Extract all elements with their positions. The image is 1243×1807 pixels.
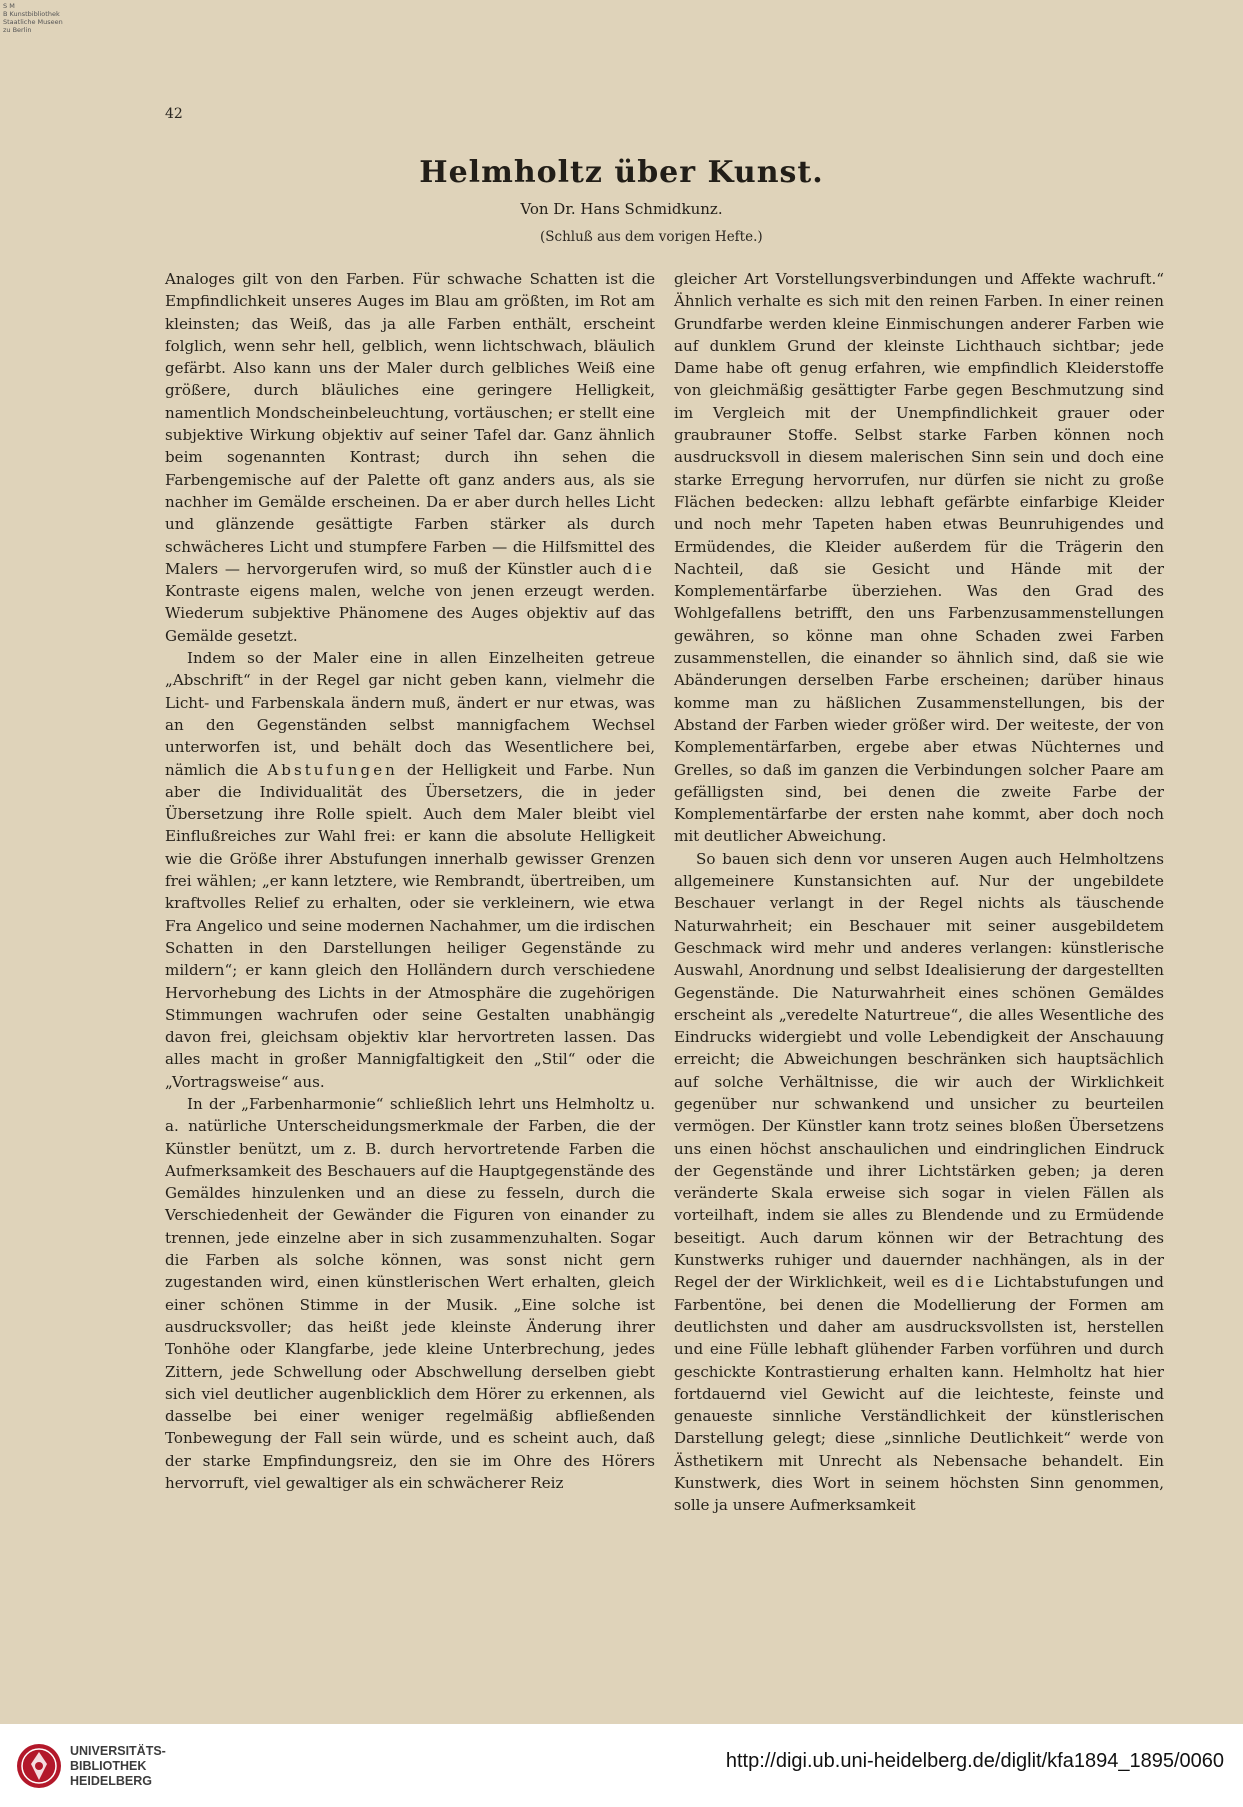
- paragraph: [674, 848, 1164, 1517]
- library-logo-text: [70, 1744, 166, 1789]
- spaced-emphasis: die: [622, 559, 655, 578]
- logo-line: UNIVERSITÄTS-: [70, 1744, 166, 1758]
- paragraph: [165, 647, 655, 1093]
- paragraph: In der „Farbenharmonie“ schließlich lehrt uns Helmholtz u. a. natürliche Unterscheidungsmerkmale der Farben, die der Künstler benützt, um z. B. durch hervortretende Farben die Aufmerksamkeit des Beschauers auf die Hauptgegenstände des Gemäldes hinzulenken und an diese zu fesseln, durch die Verschiedenheit der Gewänder die Figuren von einander zu trennen, jede einzelne aber in sich zusammenzuhalten. Sogar die Farben als solche können, was sonst nicht gern zugestanden wird, einen künstlerischen Wert erhalten, gleich einer schönen Stimme in der Musik. „Eine solche ist ausdrucksvoller; das heißt jede kleinste Änderung ihrer Tonhöhe oder Klangfarbe, jede kleine Unterbrechung, jedes Zittern, jede Schwellung oder Abschwellung derselben giebt sich viel deutlicher augenblicklich dem Hörer zu erkennen, als dasselbe bei einer weniger regelmäßig abfließenden Tonbewegung der Fall sein würde, und es scheint auch, daß der starke Empfindungsreiz, den sie im Ohre des Hörers hervorruft, viel gewaltiger als ein schwächerer Reiz: [165, 1094, 655, 1493]
- footer-bar: [0, 1724, 1243, 1807]
- article-byline: Von Dr. Hans Schmidkunz.: [520, 200, 723, 218]
- university-seal-icon: [15, 1742, 63, 1790]
- source-url-link[interactable]: http://digi.ub.uni-heidelberg.de/diglit/kfa1894_1895/0060: [725, 1750, 1224, 1772]
- stamp-line: zu Berlin: [3, 26, 32, 34]
- paragraph: [165, 268, 655, 647]
- spaced-emphasis: Abstufungen: [267, 760, 398, 779]
- library-stamp: [3, 2, 73, 34]
- continuation-note: (Schluß aus dem vorigen Hefte.): [540, 229, 763, 245]
- spaced-emphasis: die: [954, 1273, 988, 1292]
- right-column: [674, 268, 1164, 1517]
- left-column: [165, 268, 655, 1494]
- text-run: der Helligkeit und Farbe. Nun aber die Individualität des Übersetzers, die in jeder Übersetzung ihre Rolle spielt. Auch dem Maler bleibt viel Einflußreiches zur Wahl frei: er kann die absolute Helligkeit wie die Größe ihrer Abstufungen innerhalb gewisser Grenzen frei wählen; „er kann letztere, wie Rembrandt, übertreiben, um kraftvolles Relief zu erhalten, oder sie verkleinern, wie etwa Fra Angelico und seine modernen Nachahmer, um die irdischen Schatten in den Darstellungen heiliger Gegenstände zu mildern“; er kann gleich den Holländern durch verschiedene Hervorhebung des Lichts in der Atmosphäre die zugehörigen Stimmungen wachrufen oder seine Gestalten unabhängig davon frei, gleichsam objektiv klar hervortreten lassen. Das alles macht in großer Mannigfaltigkeit den „Stil“ oder die „Vortragsweise“ aus.: [165, 760, 655, 1091]
- paragraph: gleicher Art Vorstellungsverbindungen und Affekte wachruft.“ Ähnlich verhalte es sich mit den reinen Farben. In einer reinen Grundfarbe werden kleine Einmischungen anderer Farben wie auf dunklem Grund der kleinste Lichthauch sichtbar; jede Dame habe oft genug erfahren, wie empfindlich Kleiderstoffe von gleichmäßig gesättigter Farbe gegen Beschmutzung sind im Vergleich mit der Unempfindlichkeit grauer oder graubrauner Stoffe. Selbst starke Farben können noch ausdrucksvoll in diesem malerischen Sinn sein und doch eine starke Erregung hervorrufen, nur dürfen sie nicht zu große Flächen bedecken: allzu lebhaft gefärbte einfarbige Kleider und noch mehr Tapeten haben etwas Beunruhigendes und Ermüdendes, die Kleider außerdem für die Trägerin den Nachteil, daß sie Gesicht und Hände mit der Komplementärfarbe überziehen. Was den Grad des Wohlgefallens betrifft, den uns Farbenzusammenstellungen gewähren, so könne man ohne Schaden zwei Farben zusammenstellen, die einander so ähnlich sind, daß sie wie Abänderungen derselben Farbe erscheinen; darüber hinaus komme man zu häßlichen Zusammenstellungen, bis der Abstand der Farben wieder größer wird. Der weiteste, der von Komplementärfarben, ergebe aber etwas Nüchternes und Grelles, so daß im ganzen die Verbindungen solcher Paare am gefälligsten sind, bei denen die zweite Farbe der Komplementärfarbe der ersten nahe kommt, aber doch noch mit deutlicher Abweichung.: [674, 270, 1164, 846]
- logo-line: BIBLIOTHEK: [70, 1759, 147, 1773]
- page-number: 42: [165, 106, 183, 122]
- text-run: Analoges gilt von den Farben. Für schwache Schatten ist die Empfindlichkeit unseres Auges im Blau am größten, im Rot am kleinsten; das Weiß, das ja alle Farben enthält, erscheint folglich, wenn sehr hell, gelblich, wenn lichtschwach, bläulich gefärbt. Also kann uns der Maler durch gelbliches Weiß eine größere, durch bläuliches eine geringere Helligkeit, namentlich Mondscheinbeleuchtung, vortäuschen; er stellt eine subjektive Wirkung objektiv auf seiner Tafel dar. Ganz ähnlich beim sogenannten Kontrast; durch ihn sehen die Farbengemische auf der Palette oft ganz anders aus, als sie nachher im Gemälde erscheinen. Da er aber durch helles Licht und glänzende gesättigte Farben stärker als durch schwächeres Licht und stumpfere Farben — die Hilfsmittel des Malers — hervorgerufen wird, so muß der Künstler auch: [165, 270, 655, 578]
- logo-line: HEIDELBERG: [70, 1774, 152, 1788]
- article-title: Helmholtz über Kunst.: [419, 155, 824, 190]
- stamp-line: S M: [3, 2, 15, 10]
- text-run: Lichtabstufungen und Farbentöne, bei denen die Modellierung der Formen am deutlichsten und daher am ausdrucksvollsten ist, herstellen und eine Fülle lebhaft glühender Farben vorführen und durch geschickte Kontrastierung erhalten kann. Helmholtz hat hier fortdauernd viel Gewicht auf die leichteste, feinste und genaueste sinnliche Verständlichkeit der künstlerischen Darstellung gelegt; diese „sinnliche Deutlichkeit“ werde von Ästhetikern mit Unrecht als Nebensache behandelt. Ein Kunstwerk, dies Wort in seinem höchsten Sinn genommen, solle ja unsere Aufmerksamkeit: [674, 1273, 1164, 1515]
- text-run: Kontraste eigens malen, welche von jenen erzeugt werden. Wiederum subjektive Phänomene des Auges objektiv auf das Gemälde gesetzt.: [165, 582, 655, 645]
- text-run: Indem so der Maler eine in allen Einzelheiten getreue „Abschrift“ in der Regel gar nicht geben kann, vielmehr die Licht- und Farbenskala ändern muß, ändert er nur etwas, was an den Gegenständen selbst mannigfachem Wechsel unterworfen ist, und behält doch das Wesentlichere bei, nämlich die: [165, 649, 655, 779]
- stamp-line: Staatliche Museen: [3, 18, 63, 26]
- text-run: So bauen sich denn vor unseren Augen auch Helmholtzens allgemeinere Kunstansichten auf. Nur der ungebildete Beschauer verlangt in der Regel nichts als täuschende Naturwahrheit; ein Beschauer mit seiner ausgebildetem Geschmack wird mehr und anderes verlangen: künstlerische Auswahl, Anordnung und selbst Idealisierung der dargestellten Gegenstände. Die Naturwahrheit eines schönen Gemäldes erscheint als „veredelte Naturtreue“, die alles Wesentliche des Eindrucks widergiebt und volle Lebendigkeit der Anschauung erreicht; die Abweichungen beschränken sich hauptsächlich auf solche Verhältnisse, die wir auch der Wirklichkeit gegenüber nur schwankend und unsicher zu beurteilen vermögen. Der Künstler kann trotz seines bloßen Übersetzens uns einen höchst anschaulichen und eindringlichen Eindruck der Gegenstände und ihrer Lichtstärken geben; ja deren veränderte Skala erweise sich sogar in vielen Fällen als vorteilhaft, indem sie alles zu Blendende und zu Ermüdende beseitigt. Auch darum können wir der Betrachtung des Kunstwerks ruhiger und dauernder nachhängen, als in der Regel der der Wirklichkeit, weil es: [674, 849, 1164, 1292]
- stamp-line: B Kunstbibliothek: [3, 10, 60, 18]
